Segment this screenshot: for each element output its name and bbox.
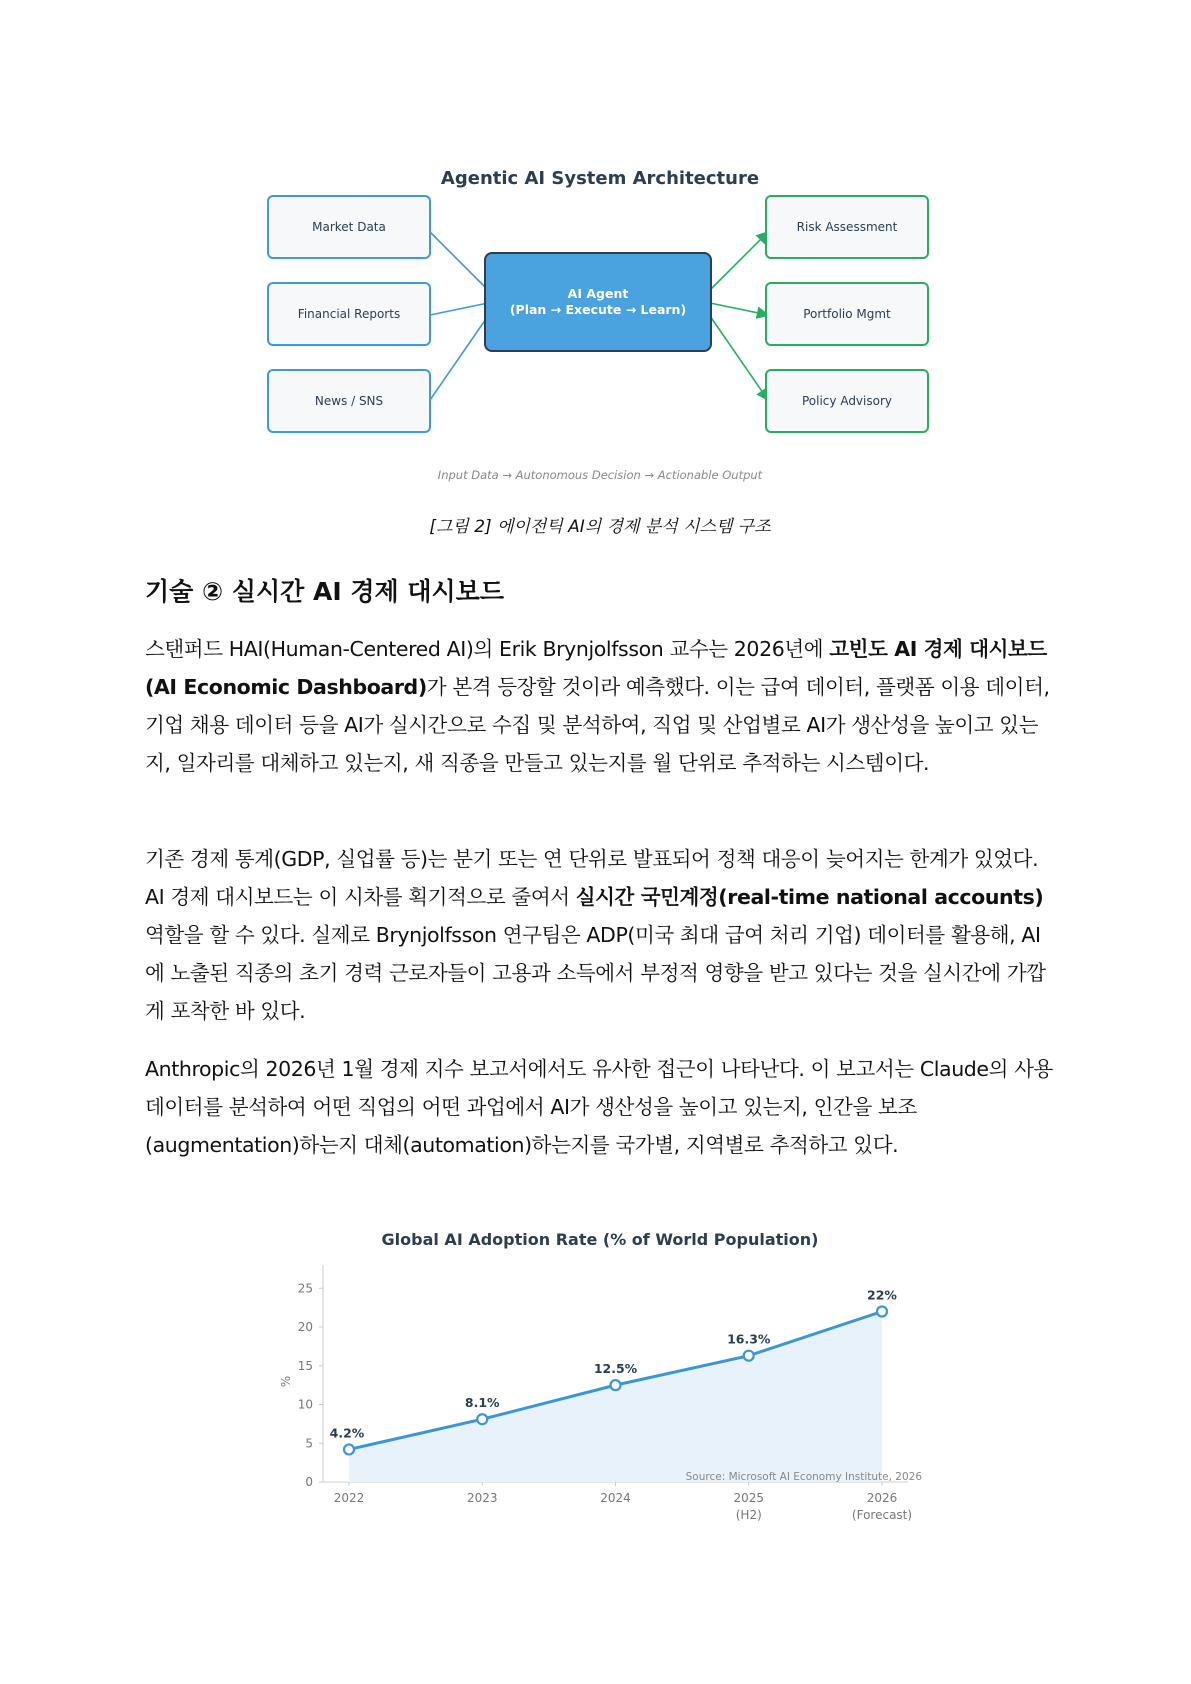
data-point xyxy=(744,1351,754,1361)
paragraph-1-bold: 고빈도 AI 경제 대시보드(AI Economic Dashboard) xyxy=(145,637,1047,699)
data-point xyxy=(877,1307,887,1317)
input-box-news-sns: News / SNS xyxy=(267,369,431,433)
chart-source: Source: Microsoft AI Economy Institute, 2026 xyxy=(685,1471,922,1483)
paragraph-2-bold: 실시간 국민계정(real-time national accounts) xyxy=(575,885,1044,909)
connector-portfolio-mgmt xyxy=(710,303,768,315)
connector-financial-reports xyxy=(430,303,488,315)
y-tick-label: 25 xyxy=(297,1281,313,1296)
x-tick-label: 2026 xyxy=(866,1491,898,1505)
y-tick-label: 15 xyxy=(297,1358,313,1373)
connector-risk-assessment xyxy=(710,232,768,290)
y-tick-label: 0 xyxy=(305,1475,313,1489)
y-tick-label: 20 xyxy=(297,1320,313,1334)
paragraph-3: Anthropic의 2026년 1월 경제 지수 보고서에서도 유사한 접근이 나타난다. 이 보고서는 Claude의 사용 데이터를 분석하여 어떤 직업의 어떤 과업에서 AI가 생산성을 높이고 있는지, 인간을 보조(augmentation)하는지 대체(automation)하는지를 국가별, 지역별로 추적하고 있다. xyxy=(145,1057,1053,1157)
data-label: 12.5% xyxy=(593,1361,638,1377)
data-label: 16.3% xyxy=(727,1331,771,1347)
connector-policy-advisory xyxy=(710,316,768,400)
ai-agent-box xyxy=(484,252,712,352)
data-label: 22% xyxy=(867,1287,897,1303)
paragraph-2-text-c: 역할을 할 수 있다. 실제로 Brynjolfsson 연구팀은 ADP(미국 최대 급여 처리 기업) 데이터를 활용해, AI에 노출된 직종의 초기 경력 근로자들이 고용과 소득에서 부정적 영향을 받고 있다는 것을 실시간에 가깝게 포착한 바 있다. xyxy=(145,923,1046,1023)
chart-title: Global AI Adoption Rate (% of World Population) xyxy=(381,1230,819,1249)
y-axis-label: % xyxy=(279,1375,293,1388)
data-point xyxy=(344,1444,354,1454)
x-tick-label: (H2) xyxy=(735,1508,762,1522)
y-tick-label: 10 xyxy=(297,1397,313,1412)
connector-news-sns xyxy=(430,316,488,400)
ai-agent-title: AI Agent xyxy=(567,286,629,302)
output-box-risk-assessment: Risk Assessment xyxy=(765,195,929,259)
data-label: 8.1% xyxy=(464,1395,500,1411)
output-box-portfolio-mgmt: Portfolio Mgmt xyxy=(765,282,929,346)
section-heading: 기술 ② 실시간 AI 경제 대시보드 xyxy=(145,577,504,606)
x-tick-label: 2025 xyxy=(733,1491,765,1505)
output-box-policy-advisory: Policy Advisory xyxy=(765,369,929,433)
y-tick-label: 5 xyxy=(305,1436,313,1451)
connector-market-data xyxy=(430,232,488,290)
data-label: 4.2% xyxy=(329,1425,365,1441)
input-box-financial-reports: Financial Reports xyxy=(267,282,431,346)
input-box-market-data: Market Data xyxy=(267,195,431,259)
adoption-rate-chart xyxy=(0,1220,1191,1540)
x-tick-label: 2023 xyxy=(466,1491,498,1505)
figure-caption: [그림 2] 에이전틱 AI의 경제 분석 시스템 구조 xyxy=(429,517,771,537)
x-tick-label: 2022 xyxy=(333,1491,365,1505)
data-point xyxy=(477,1414,487,1424)
ai-agent-subtitle: (Plan → Execute → Learn) xyxy=(509,302,687,317)
paragraph-2-text-a: 기존 경제 통계(GDP, 실업률 등)는 분기 또는 연 단위로 발표되어 정책 대응이 늦어지는 한계가 있었다. AI 경제 대시보드는 이 시차를 획기적으로 줄여서 xyxy=(145,847,1039,909)
x-tick-label: (Forecast) xyxy=(851,1508,913,1522)
figure-title: Agentic AI System Architecture xyxy=(440,168,760,189)
x-tick-label: 2024 xyxy=(600,1491,631,1505)
paragraph-1 xyxy=(145,630,1055,782)
paragraph-1-text-c: 가 본격 등장할 것이라 예측했다. 이는 급여 데이터, 플랫폼 이용 데이터, 기업 채용 데이터 등을 AI가 실시간으로 수집 및 분석하여, 직업 및 산업별로 AI가 생산성을 높이고 있는지, 일자리를 대체하고 있는지, 새 직종을 만들고 있는지를 월 단위로 추적하는 시스템이다. xyxy=(145,675,1050,775)
paragraph-1-text-a: 스탠퍼드 HAI(Human-Centered AI)의 Erik Brynjolfsson 교수는 2026년에 xyxy=(145,637,830,661)
paragraph-2 xyxy=(145,840,1055,1030)
architecture-connectors xyxy=(0,0,1191,500)
data-point xyxy=(611,1380,621,1390)
figure-flow-note: Input Data → Autonomous Decision → Actionable Output xyxy=(437,468,763,482)
